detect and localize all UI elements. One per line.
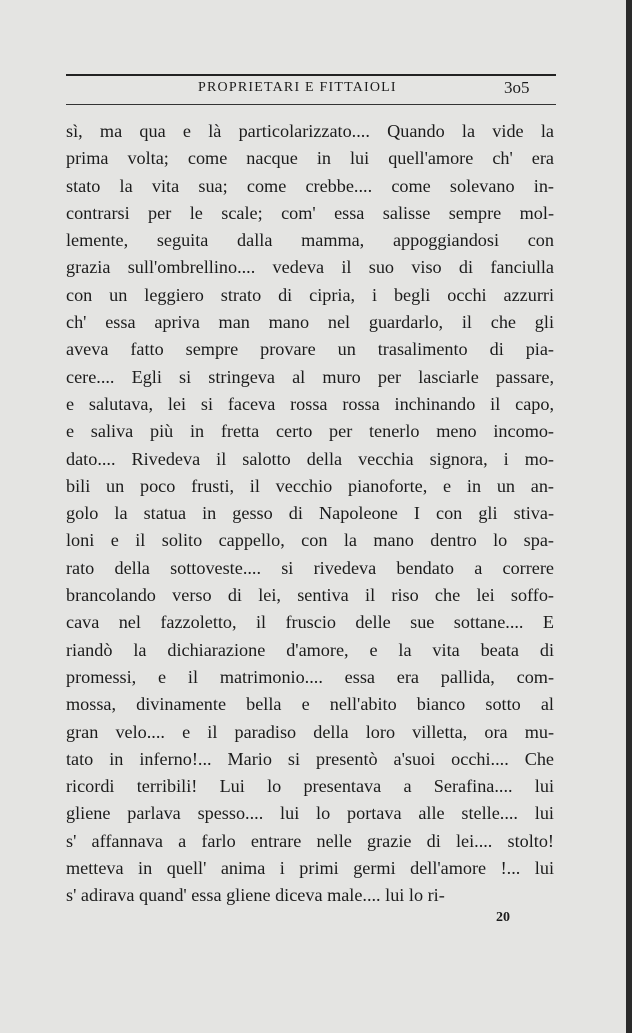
text-line: mossa, divinamente bella e nell'abito bianco sotto al bbox=[66, 694, 554, 715]
text-line: e saliva più in fretta certo per tenerlo meno incomo- bbox=[66, 421, 554, 442]
text-line: rato della sottoveste.... si rivedeva bendato a correre bbox=[66, 557, 554, 578]
text-line: aveva fatto sempre provare un trasalimento di pia- bbox=[66, 339, 554, 360]
text-line: bili un poco frusti, il vecchio pianoforte, e in un an- bbox=[66, 475, 554, 496]
page-number: 3o5 bbox=[504, 78, 530, 97]
text-line: riandò la dichiarazione d'amore, e la vita beata di bbox=[66, 639, 554, 660]
text-line: lemente, seguita dalla mamma, appoggiandosi con bbox=[66, 230, 554, 251]
text-line: dato.... Rivedeva il salotto della vecchia signora, i mo- bbox=[66, 448, 554, 469]
text-line: cava nel fazzoletto, il fruscio delle sue sottane.... E bbox=[66, 612, 554, 633]
text-line: ch' essa apriva man mano nel guardarlo, il che gli bbox=[66, 312, 554, 333]
text-line: ricordi terribili! Lui lo presentava a Serafina.... lui bbox=[66, 776, 554, 797]
signature-mark: 20 bbox=[496, 910, 510, 925]
body-text bbox=[66, 118, 554, 910]
text-line: s' adirava quand' essa gliene diceva male.... lui lo ri- bbox=[66, 885, 445, 906]
text-line: loni e il solito cappello, con la mano dentro lo spa- bbox=[66, 530, 554, 551]
text-line: stato la vita sua; come crebbe.... come solevano in- bbox=[66, 175, 554, 196]
header-rule-bottom bbox=[66, 104, 556, 105]
text-line: prima volta; come nacque in lui quell'amore ch' era bbox=[66, 148, 554, 169]
text-line: e salutava, lei si faceva rossa rossa inchinando il capo, bbox=[66, 393, 554, 414]
text-line: contrarsi per le scale; com' essa salisse sempre mol- bbox=[66, 202, 554, 223]
text-line: brancolando verso di lei, sentiva il riso che lei soffo- bbox=[66, 585, 554, 606]
text-line: s' affannava a farlo entrare nelle grazie di lei.... stolto! bbox=[66, 830, 554, 851]
text-line: grazia sull'ombrellino.... vedeva il suo viso di fanciulla bbox=[66, 257, 554, 278]
text-line: cere.... Egli si stringeva al muro per lasciarle passare, bbox=[66, 366, 554, 387]
text-line: metteva in quell' anima i primi germi dell'amore !... lui bbox=[66, 858, 554, 879]
running-title: PROPRIETARI E FITTAIOLI bbox=[198, 80, 397, 95]
text-line: con un leggiero strato di cipria, i begli occhi azzurri bbox=[66, 284, 554, 305]
text-line: tato in inferno!... Mario si presentò a'suoi occhi.... Che bbox=[66, 748, 554, 769]
text-line: promessi, e il matrimonio.... essa era pallida, com- bbox=[66, 666, 554, 687]
text-line: gliene parlava spesso.... lui lo portava alle stelle.... lui bbox=[66, 803, 554, 824]
page-edge-shadow bbox=[626, 0, 632, 1033]
header-rule-top bbox=[66, 74, 556, 76]
text-line: golo la statua in gesso di Napoleone I con gli stiva- bbox=[66, 503, 554, 524]
text-line: sì, ma qua e là particolarizzato.... Quando la vide la bbox=[66, 121, 554, 141]
text-line: gran velo.... e il paradiso della loro villetta, ora mu- bbox=[66, 721, 554, 742]
